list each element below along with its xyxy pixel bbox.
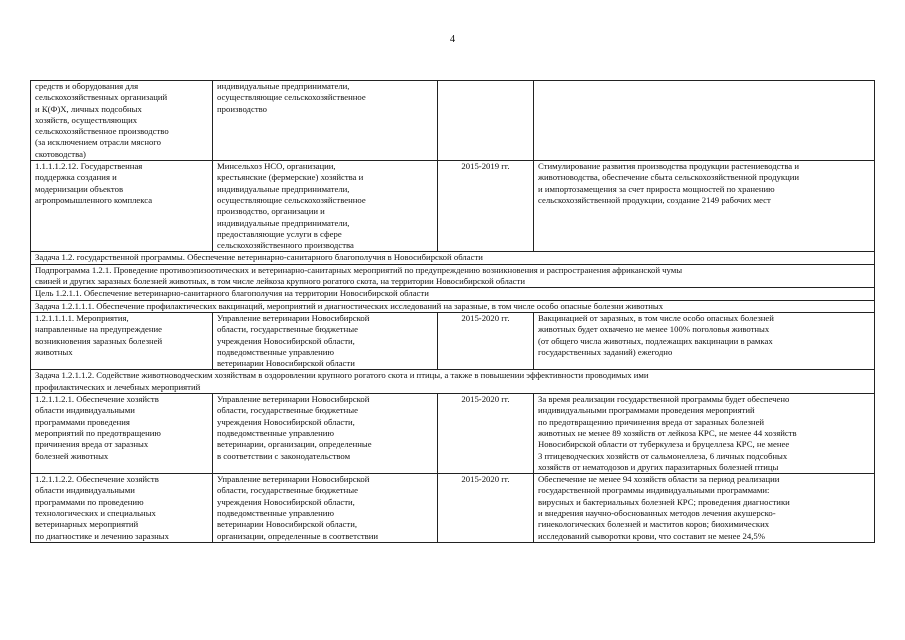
- period-cell: 2015-2020 гг.: [438, 394, 534, 474]
- section-row: [31, 370, 875, 394]
- measure-name-cell: 1.1.1.1.2.12. Государственная поддержка создания и модернизации объектов агропромышленного комплекса: [31, 161, 213, 252]
- table-row: [31, 161, 875, 252]
- subprogram-heading: Подпрограмма 1.2.1. Проведение противоэпизоотических и ветеринарно-санитарных мероприятий по предупреждению возникновения и распространения африканской чумы свиней и других заразных болезней животных, в том числе лейкоза крупного рогатого скота, на территории Новосибирской области: [31, 264, 875, 288]
- task-heading: Задача 1.2.1.1.2. Содействие животноводческим хозяйствам в оздоровлении крупного рогатого скота и птицы, а также в повышении эффективности проводимых ими профилактических и лечебных мероприятий: [31, 370, 875, 394]
- measure-name-cell: средств и оборудования для сельскохозяйственных организаций и К(Ф)Х, личных подсобных хозяйств, осуществляющих сельскохозяйственное производство (за исключением отрасли мясного скотоводства): [31, 81, 213, 161]
- expected-result-cell: Вакцинацией от заразных, в том числе особо опасных болезней животных будет охвачено не менее 100% поголовья животных (от общего числа животных, подлежащих вакцинации в рамках государственных заданий) ежегодно: [534, 312, 875, 369]
- expected-result-cell: [534, 81, 875, 161]
- section-row: [31, 300, 875, 312]
- page-number: 4: [449, 34, 456, 45]
- section-row: [31, 264, 875, 288]
- task-heading: Задача 1.2.1.1.1. Обеспечение профилактических вакцинаций, мероприятий и диагностических исследований на заразные, в том числе особо опасные болезни животных: [31, 300, 875, 312]
- program-measures-table: [30, 80, 875, 543]
- expected-result-cell: За время реализации государственной программы будет обеспечено индивидуальными программами проведения мероприятий по предотвращению причинения вреда от заразных болезней животных не менее 89 хозяйств от лейкоза КРС, не менее 44 хозяйств Новосибирской области от туберкулеза и бруцеллеза КРС, не менее 3 птицеводческих хозяйств от сальмонеллеза, 6 личных подсобных хозяйств от нематодозов и других паразитарных болезней птицы: [534, 394, 875, 474]
- executors-cell: индивидуальные предприниматели, осуществляющие сельскохозяйственное производство: [213, 81, 438, 161]
- executors-cell: Управление ветеринарии Новосибирской области, государственные бюджетные учреждения Новосибирской области, подведомственные управлению ветеринарии Новосибирской области, организации, определенные в соответствии: [213, 474, 438, 543]
- measure-name-cell: 1.2.1.1.2.2. Обеспечение хозяйств области индивидуальными программами по проведению технологических и специальных ветеринарных мероприятий по диагностике и лечению заразных: [31, 474, 213, 543]
- table-row: [31, 394, 875, 474]
- period-cell: 2015-2019 гг.: [438, 161, 534, 252]
- section-row: [31, 252, 875, 264]
- measure-name-cell: 1.2.1.1.2.1. Обеспечение хозяйств области индивидуальными программами проведения мероприятий по предотвращению причинения вреда от заразных болезней животных: [31, 394, 213, 474]
- period-cell: 2015-2020 гг.: [438, 312, 534, 369]
- expected-result-cell: Стимулирование развития производства продукции растениеводства и животноводства, обеспечение сбыта сельскохозяйственной продукции и импортозамещения за счет прироста мощностей по хранению сельскохозяйственной продукции, создание 2149 рабочих мест: [534, 161, 875, 252]
- period-cell: 2015-2020 гг.: [438, 474, 534, 543]
- section-row: [31, 288, 875, 300]
- executors-cell: Минсельхоз НСО, организации, крестьянские (фермерские) хозяйства и индивидуальные предприниматели, осуществляющие сельскохозяйственное производство, организации и индивидуальные предприниматели, предоставляющие услуги в сфере сельскохозяйственного производства: [213, 161, 438, 252]
- table-row: [31, 474, 875, 543]
- measure-name-cell: 1.2.1.1.1.1. Мероприятия, направленные на предупреждение возникновения заразных болезней животных: [31, 312, 213, 369]
- executors-cell: Управление ветеринарии Новосибирской области, государственные бюджетные учреждения Новосибирской области, подведомственные управлению ветеринарии, организации, определенные в соответствии с законодательством: [213, 394, 438, 474]
- goal-heading: Цель 1.2.1.1. Обеспечение ветеринарно-санитарного благополучия на территории Новосибирской области: [31, 288, 875, 300]
- period-cell: [438, 81, 534, 161]
- table-row: [31, 312, 875, 369]
- executors-cell: Управление ветеринарии Новосибирской области, государственные бюджетные учреждения Новосибирской области, подведомственные управлению ветеринарии Новосибирской области: [213, 312, 438, 369]
- table-row: [31, 81, 875, 161]
- task-heading: Задача 1.2. государственной программы. Обеспечение ветеринарно-санитарного благополучия в Новосибирской области: [31, 252, 875, 264]
- expected-result-cell: Обеспечение не менее 94 хозяйств области за период реализации государственной программы индивидуальными программами: вирусных и бактериальных болезней КРС; проведения диагностики и внедрения научно-обоснованных методов лечения акушерско- гинекологических болезней и маститов коров; биохимических исследований сыворотки крови, что составит не менее 24,5%: [534, 474, 875, 543]
